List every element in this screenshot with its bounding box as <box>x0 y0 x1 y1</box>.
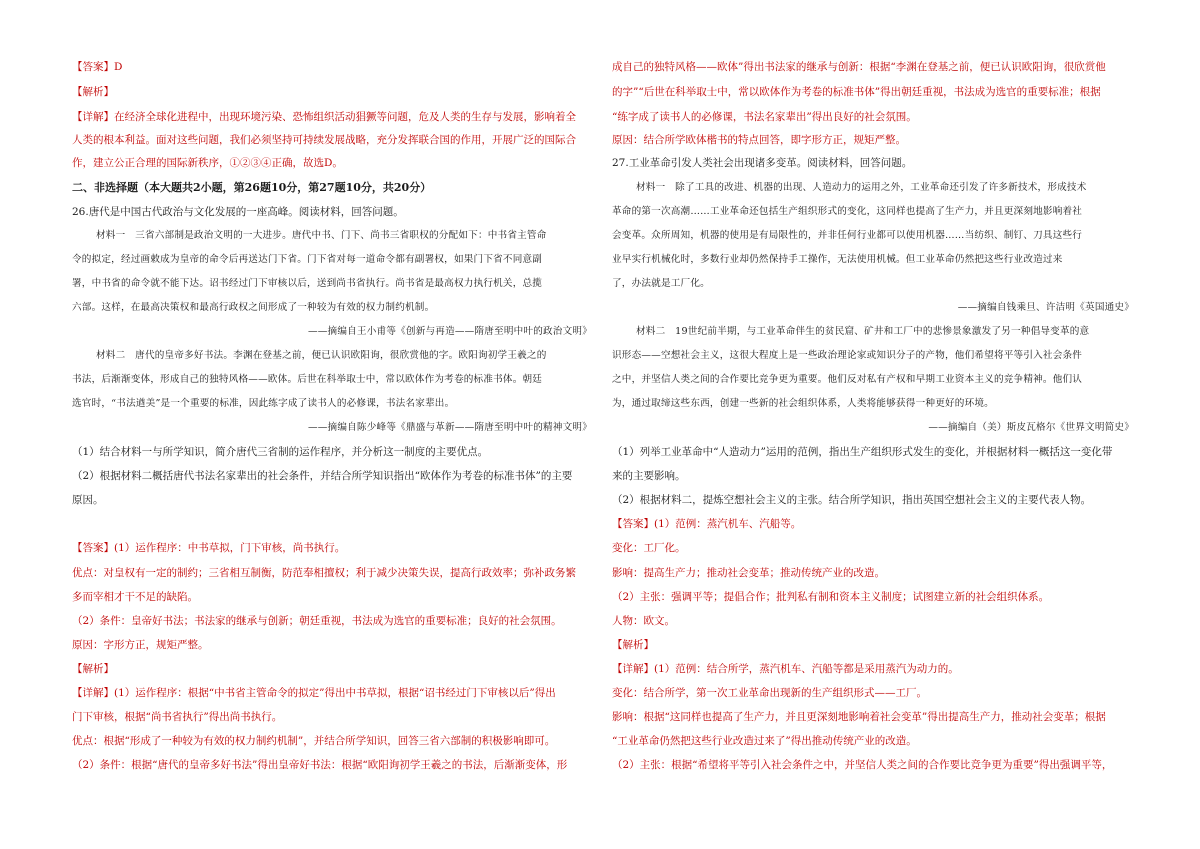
q26-detail-line: （2）条件：根据“唐代的皇帝多好书法”得出皇帝好书法：根据“欧阳询初学王羲之的书法，后渐渐变体，形 <box>72 759 568 771</box>
q27-answer-line: （2）主张：强调平等；提倡合作；批判私有制和资本主义制度；试图建立新的社会组织体系。 <box>612 591 1050 603</box>
q26-question-2-line: （2）根据材料二概括唐代书法名家辈出的社会条件，并结合所学知识指出“欧体作为考卷的标准书体”的主要 <box>72 470 573 482</box>
q27-detail-line: （2）主张：根据“希望将平等引入社会条件之中，并坚信人类之间的合作要比竞争更为重要”得出强调平等， <box>612 759 1113 771</box>
q26-material2-source: ——摘编自陈少峰等《鼎盛与革新——隋唐至明中叶的精神文明》 <box>307 422 592 433</box>
q26-material1-line: 令的拟定，经过画敕成为皇帝的命令后再送达门下省。门下省对每一道命令都有副署权，如果门下省不同意副 <box>72 254 543 265</box>
q26-question-2-line: 原因。 <box>72 494 104 506</box>
q27-detail-line: “工业革命仍然把这些行业改造过来了”得出推动传统产业的改造。 <box>612 735 917 747</box>
q26-material1-line: 材料一 三省六部制是政治文明的一大进步。唐代中书、门下、尚书三省职权的分配如下：中书省主管命 <box>96 230 547 241</box>
q27-material2-source: ——摘编自（美）斯皮瓦格尔《世界文明简史》 <box>928 422 1134 433</box>
q25-detail-line: 作，建立公正合理的国际新秩序，①②③④正确，故选D。 <box>72 157 343 169</box>
q26-material2-line: 材料二 唐代的皇帝多好书法。李渊在登基之前，便已认识欧阳询，很欣赏他的字。欧阳询初学王羲之的 <box>96 350 547 361</box>
q27-material2-line: 为，通过取缔这些东西，创建一些新的社会组织体系，人类将能够获得一种更好的环境。 <box>612 398 994 409</box>
q27-detail-line: 影响：根据“这同样也提高了生产力，并且更深刻地影响着社会变革”得出提高生产力，推动社会变革；根据 <box>612 711 1106 723</box>
q27-material1-line: 材料一 除了工具的改进、机器的出现、人造动力的运用之外，工业革命还引发了许多新技术，形成技术 <box>636 182 1087 193</box>
q26-analysis-label: 【解析】 <box>72 663 114 675</box>
q27-answer-line: 变化：工厂化。 <box>612 542 686 554</box>
q27-answer-line: 人物：欧文。 <box>612 615 675 627</box>
q27-material1-line: 革命的第一次高潮……工业革命还包括生产组织形式的变化，这同样也提高了生产力，并且更深刻地影响着社 <box>612 206 1083 217</box>
section-title: 二、非选择题（本大题共2小题，第26题10分，第27题10分，共20分） <box>72 181 432 194</box>
q25-analysis-label: 【解析】 <box>72 86 114 98</box>
q27-material2-line: 材料二 19世纪前半期，与工业革命伴生的贫民窟、矿井和工厂中的悲惨景象激发了另一种倡导变革的意 <box>636 326 1090 337</box>
q27-answer-line: 【答案】(1）范例：蒸汽机车、汽船等。 <box>612 518 802 530</box>
q26-material2-line: 书法，后渐渐变体，形成自己的独特风格——欧体。后世在科举取士中，常以欧体作为考卷的标准书体。朝廷 <box>72 374 543 385</box>
q26-material1-line: 六部。这样，在最高决策权和最高行政权之间形成了一种较为有效的权力制约机制。 <box>72 302 435 313</box>
q26-detail-cont-line: 成自己的独特风格——欧体”得出书法家的继承与创新：根据“李渊在登基之前，便已认识欧阳询，很欣赏他 <box>612 61 1106 73</box>
q27-material1-line: 了，办法就是工厂化。 <box>612 278 710 289</box>
q26-detail-line: 【详解】(1）运作程序：根据“中书省主管命令的拟定”得出中书草拟，根据“诏书经过门下审核以后”得出 <box>72 687 556 699</box>
q27-detail-line: 【详解】(1）范例：结合所学，蒸汽机车、汽船等都是采用蒸汽为动力的。 <box>612 663 959 675</box>
q27-material2-line: 之中，并坚信人类之间的合作要比竞争更为重要。他们反对私有产权和早期工业资本主义的竞争精神。他们认 <box>612 374 1083 385</box>
q27-stem: 27.工业革命引发人类社会出现诸多变革。阅读材料，回答问题。 <box>612 157 913 169</box>
q26-detail-line: 门下审核，根据“尚书省执行”得出尚书执行。 <box>72 711 283 723</box>
q26-material1-line: 署，中书省的命令就不能下达。诏书经过门下审核以后，送到尚书省执行。尚书省是最高权力执行机关，总揽 <box>72 278 543 289</box>
q26-question-1: （1）结合材料一与所学知识，简介唐代三省制的运作程序，并分析这一制度的主要优点。 <box>72 446 489 458</box>
q25-detail-line: 人类的根本利益。面对这些问题，我们必须坚持可持续发展战略，充分发挥联合国的作用，开展广泛的国际合 <box>72 134 576 146</box>
q27-answer-line: 影响：提高生产力；推动社会变革；推动传统产业的改造。 <box>612 567 885 579</box>
q26-reason: 原因：结合所学欧体楷书的特点回答，即字形方正，规矩严整。 <box>612 134 906 146</box>
q26-detail-line: 优点：根据“形成了一种较为有效的权力制约机制”，并结合所学知识，回答三省六部制的积极影响即可。 <box>72 735 556 747</box>
q27-material1-line: 业早实行机械化时，多数行业却仍然保持手工操作，无法使用机械。但工业革命仍然把这些行业改造过来 <box>612 254 1063 265</box>
q26-answer-line: （2）条件：皇帝好书法；书法家的继承与创新；朝廷重视，书法成为选官的重要标准；良好的社会氛围。 <box>72 615 562 627</box>
q26-answer-line: 原因：字形方正，规矩严整。 <box>72 639 209 651</box>
q26-material2-line: 选官时，“书法遒美”是一个重要的标准，因此练字成了读书人的必修课，书法名家辈出。 <box>72 398 455 409</box>
q27-material1-source: ——摘编自钱乘旦、许洁明《英国通史》 <box>957 302 1134 313</box>
q27-question-1-line: 来的主要影响。 <box>612 470 686 482</box>
q27-material2-line: 识形态——空想社会主义，这很大程度上是一些政治理论家或知识分子的产物，他们希望将平等引入社会条件 <box>612 350 1083 361</box>
q27-material1-line: 会变革。众所周知，机器的使用是有局限性的，并非任何行业都可以使用机器……当纺织、制钉、刀具这些行 <box>612 230 1083 241</box>
q27-question-2: （2）根据材料二，提炼空想社会主义的主张。结合所学知识，指出英国空想社会主义的主要代表人物。 <box>612 494 1092 506</box>
q26-detail-cont-line: 的字”“后世在科举取士中，常以欧体作为考卷的标准书体”得出朝廷重视，书法成为选官的重要标准；根据 <box>612 86 1101 98</box>
q26-answer-line: 【答案】(1）运作程序：中书草拟，门下审核，尚书执行。 <box>72 542 346 554</box>
q26-answer-line: 多而宰相才干不足的缺陷。 <box>72 591 198 603</box>
q27-analysis-label: 【解析】 <box>612 639 654 651</box>
q26-answer-line: 优点：对皇权有一定的制约；三省相互制衡，防范奉相擅权；利于减少决策失误，提高行政效率；弥补政务繁 <box>72 567 576 579</box>
q27-detail-line: 变化：结合所学，第一次工业革命出现新的生产组织形式——工厂。 <box>612 687 927 699</box>
q26-material1-source: ——摘编自王小甫等《创新与再造——隋唐至明中叶的政治文明》 <box>307 326 592 337</box>
q25-answer: 【答案】D <box>72 61 123 73</box>
q26-detail-cont-line: “练字成了读书人的必修课，书法名家辈出”得出良好的社会氛围。 <box>612 111 917 123</box>
q26-stem: 26.唐代是中国古代政治与文化发展的一座高峰。阅读材料，回答问题。 <box>72 206 404 218</box>
q27-question-1-line: （1）列举工业革命中“人造动力”运用的范例，指出生产组织形式发生的变化，并根据材料一概括这一变化带 <box>612 446 1113 458</box>
q25-detail-line: 【详解】在经济全球化进程中，出现环境污染、恐怖组织活动猖獗等问题，危及人类的生存与发展，影响着全 <box>72 111 576 123</box>
